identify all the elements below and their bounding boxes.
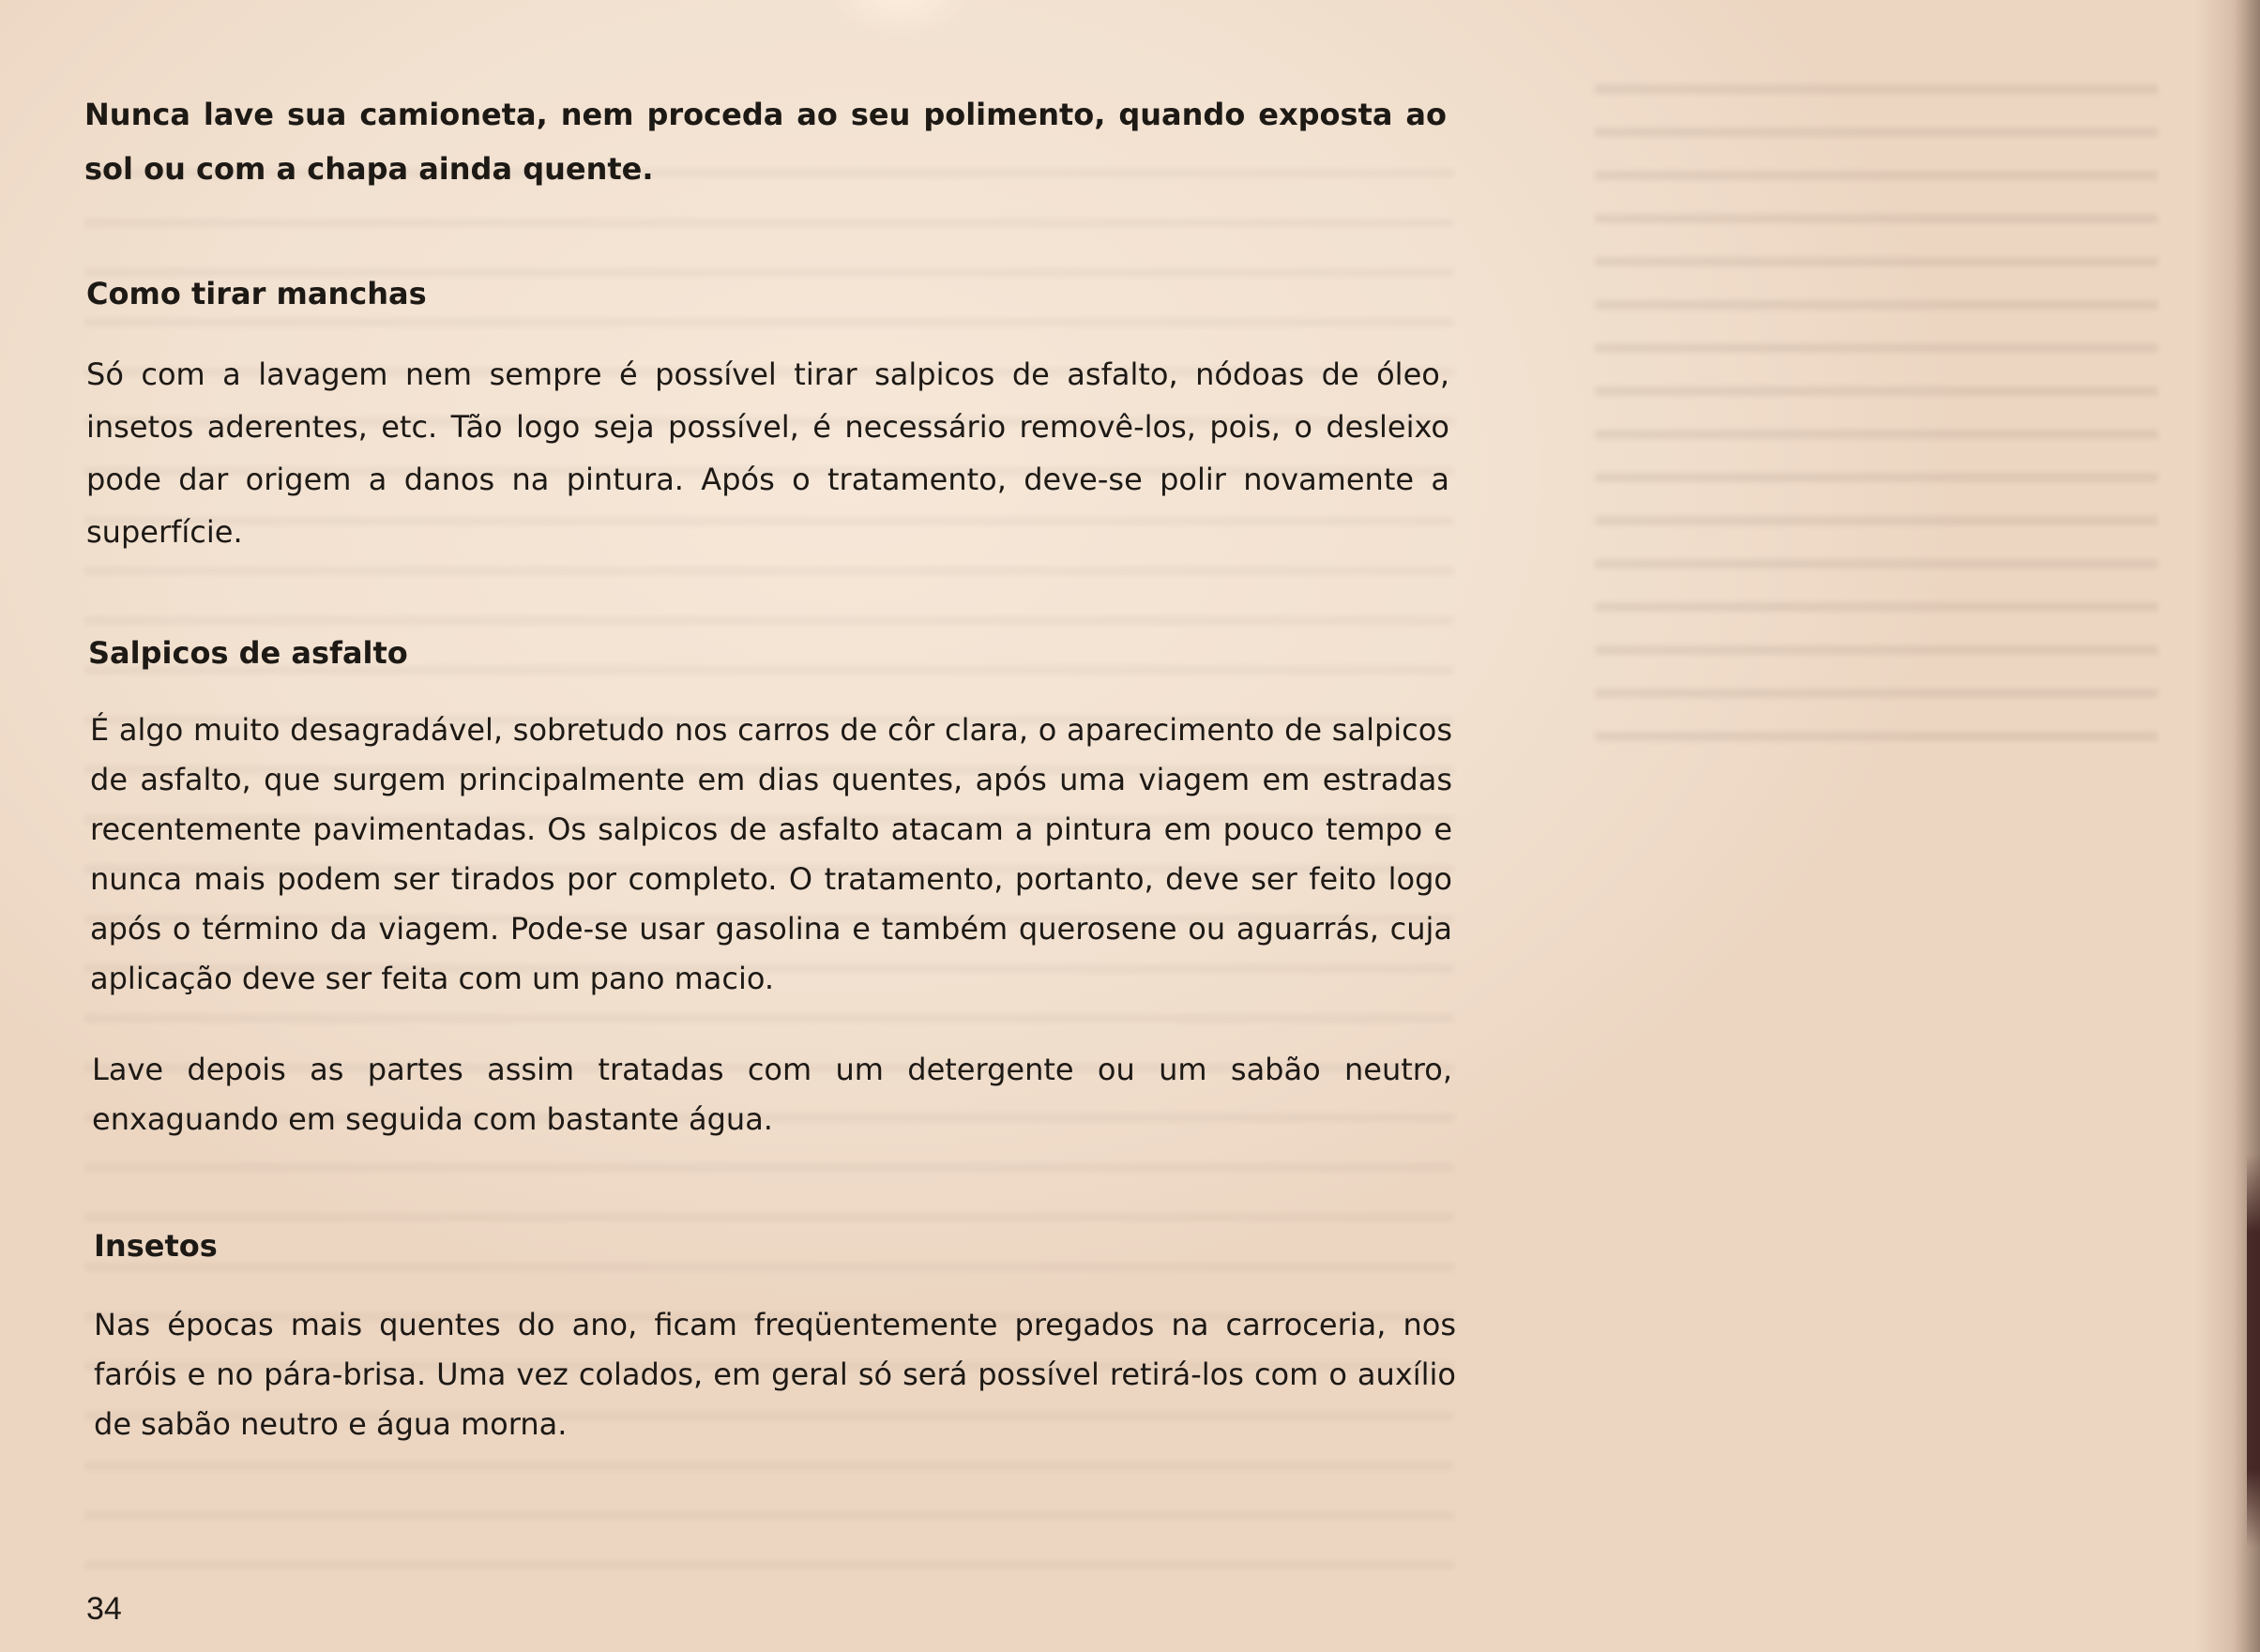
paragraph-salpicos-1: É algo muito desagradável, sobretudo nos carros de côr clara, o aparecimento de salpicos de asfalto, que surgem principalmente em dias quentes, após uma viagem em estradas recentemente pavimentadas. Os salpicos de asfalto atacam a pintura em pouco tempo e nunca mais podem ser tirados por completo. O tratamento, portanto, deve ser feito logo após o término da viagem. Pode-se usar gasolina e também querosene ou aguarrás, cuja aplicação deve ser feita com um pano macio. bbox=[90, 712, 1452, 996]
page-number: 34 bbox=[86, 1591, 122, 1627]
paragraph-manchas: Só com a lavagem nem sempre é possível tirar salpicos de asfalto, nódoas de óleo, insetos aderentes, etc. Tão logo seja possível, é necessário removê-los, pois, o desleixo pode dar origem a danos na pintura. Após o tratamento, deve-se polir novamente a superfície. bbox=[86, 356, 1449, 550]
heading-insetos: Insetos bbox=[94, 1228, 218, 1264]
bleed-through-column bbox=[1595, 84, 2158, 760]
page-edge-binding bbox=[2247, 1154, 2260, 1548]
intro-warning: Nunca lave sua camioneta, nem proceda ao seu polimento, quando exposta ao sol ou com a chapa ainda quente. bbox=[84, 97, 1447, 187]
heading-salpicos-de-asfalto: Salpicos de asfalto bbox=[88, 635, 408, 671]
paragraph-insetos: Nas épocas mais quentes do ano, ficam freqüentemente pregados na carroceria, nos faróis e no pára-brisa. Uma vez colados, em geral só será possível retirá-los com o auxílio de sabão neutro e água morna. bbox=[94, 1307, 1456, 1442]
paragraph-salpicos-2: Lave depois as partes assim tratadas com um detergente ou um sabão neutro, enxaguando em seguida com bastante água. bbox=[92, 1052, 1452, 1137]
heading-como-tirar-manchas: Como tirar manchas bbox=[86, 276, 427, 311]
